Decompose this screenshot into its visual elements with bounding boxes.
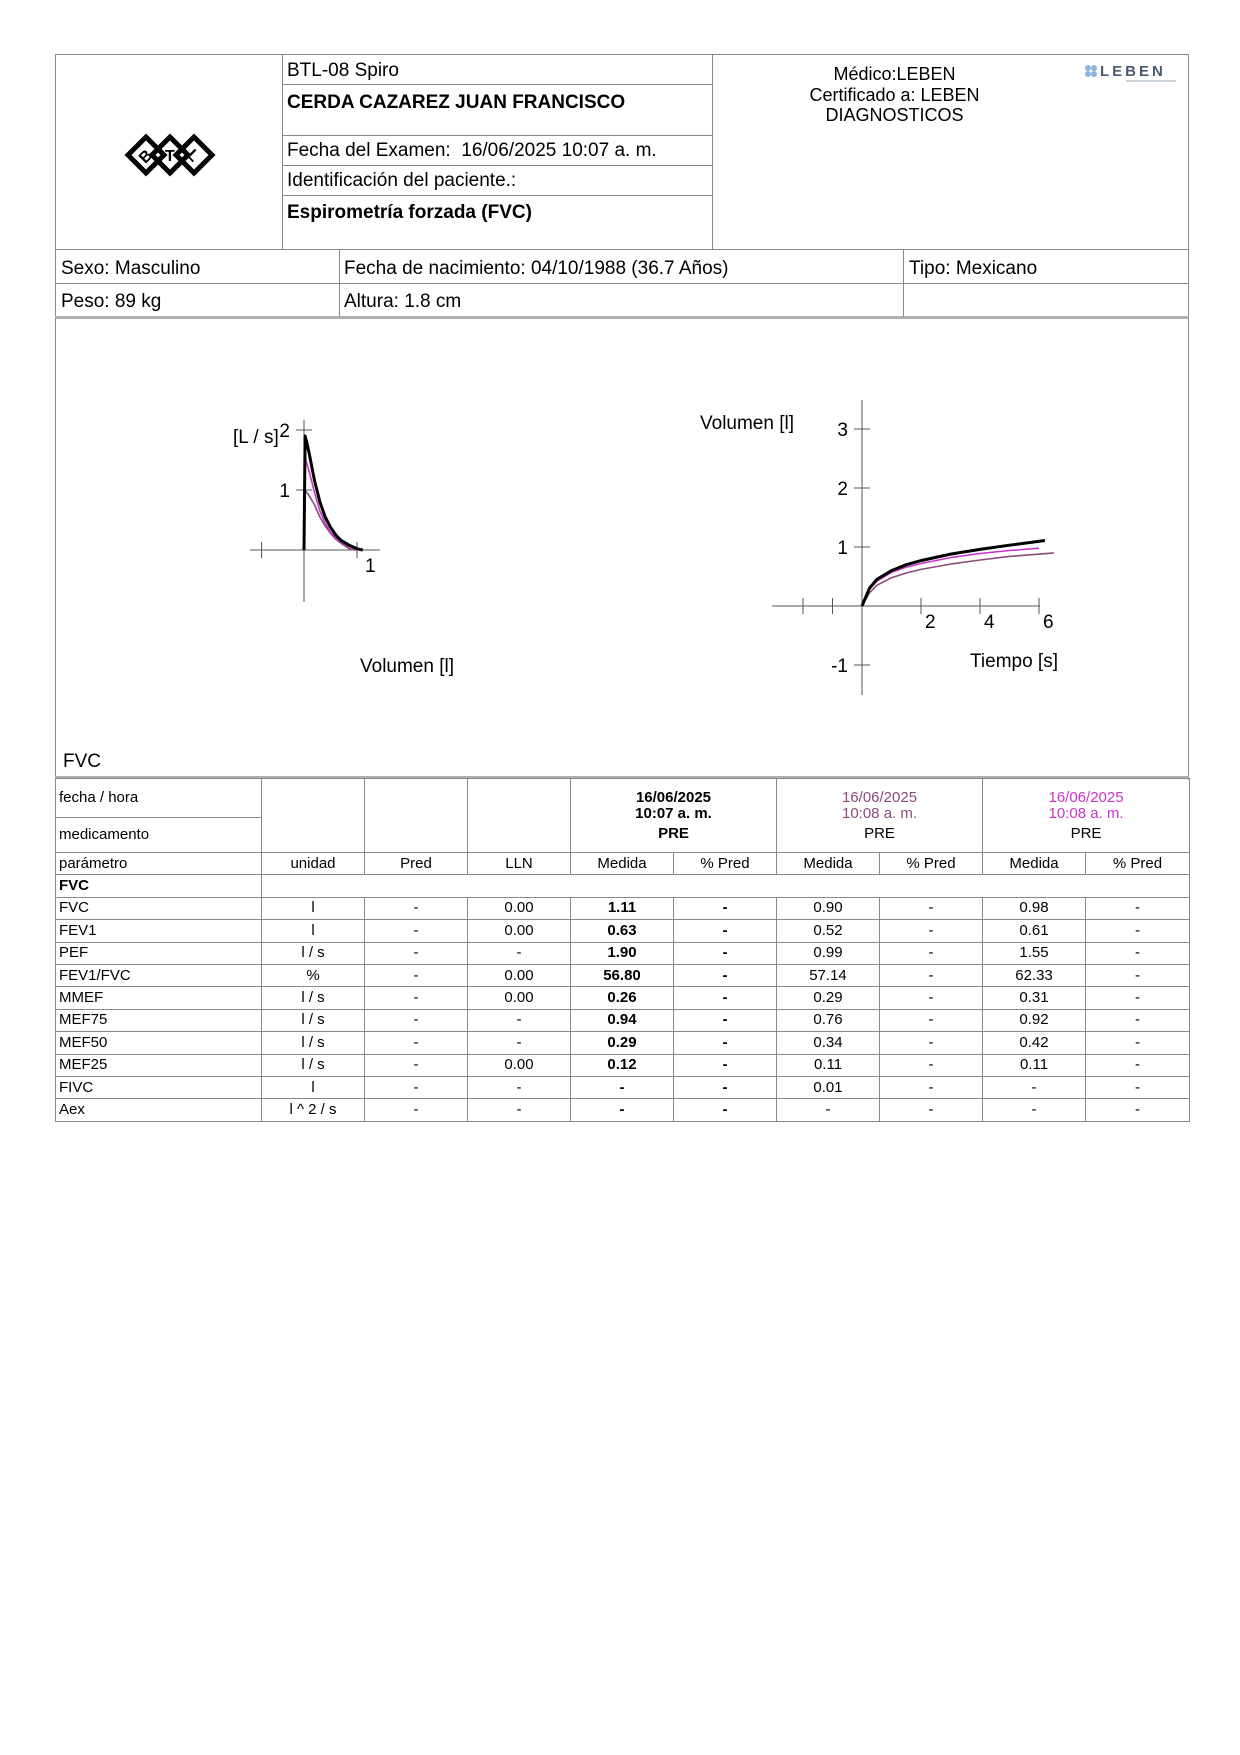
table-cell: - xyxy=(880,1076,983,1098)
header-blank xyxy=(262,779,365,853)
group-row xyxy=(56,875,1190,897)
x-axis-title: Volumen [l] xyxy=(360,656,454,677)
leben-logo-text: LEBEN xyxy=(1100,63,1166,80)
table-cell: - xyxy=(777,1099,880,1121)
session-header xyxy=(983,779,1190,853)
parameter-name: FEV1/FVC xyxy=(56,964,262,986)
y-axis-title: Volumen [l] xyxy=(700,413,794,434)
x-tick-label: 2 xyxy=(925,612,936,633)
table-cell: - xyxy=(880,987,983,1009)
table-cell: l / s xyxy=(262,942,365,964)
table-cell: 0.00 xyxy=(468,987,571,1009)
column-header: Medida xyxy=(983,853,1086,875)
parameter-name: Aex xyxy=(56,1099,262,1121)
table-cell: - xyxy=(674,1099,777,1121)
table-cell: l / s xyxy=(262,1032,365,1054)
exam-date xyxy=(287,140,657,162)
table-cell: - xyxy=(674,942,777,964)
session-date: 16/06/2025 xyxy=(635,788,712,806)
table-cell: - xyxy=(365,1099,468,1121)
parameter-name: MEF75 xyxy=(56,1009,262,1031)
table-cell: - xyxy=(880,920,983,942)
column-header: Medida xyxy=(777,853,880,875)
table-cell: - xyxy=(674,1054,777,1076)
table-cell: - xyxy=(674,1076,777,1098)
table-cell: 57.14 xyxy=(777,964,880,986)
session-medication: PRE xyxy=(1070,824,1102,842)
table-cell: - xyxy=(365,942,468,964)
leben-logo xyxy=(1080,60,1180,86)
table-cell: 0.11 xyxy=(777,1054,880,1076)
table-cell: - xyxy=(1086,1054,1190,1076)
table-cell: - xyxy=(365,1076,468,1098)
header-blank xyxy=(365,779,468,853)
table-cell: 0.12 xyxy=(571,1054,674,1076)
volume-time-chart xyxy=(690,385,1090,705)
table-cell: - xyxy=(674,1032,777,1054)
table-cell: - xyxy=(468,1076,571,1098)
group-label: FVC xyxy=(56,875,262,897)
session-medication: PRE xyxy=(658,824,689,842)
table-cell: - xyxy=(880,1009,983,1031)
table-row xyxy=(56,1009,1190,1031)
table-cell: 0.99 xyxy=(777,942,880,964)
table-cell: l ^ 2 / s xyxy=(262,1099,365,1121)
column-header: unidad xyxy=(262,853,365,875)
parameter-name: FEV1 xyxy=(56,920,262,942)
table-cell: 0.01 xyxy=(777,1076,880,1098)
table-row xyxy=(56,987,1190,1009)
certified-line-2: DIAGNOSTICOS xyxy=(825,105,964,125)
table-cell: - xyxy=(468,942,571,964)
session-date: 16/06/2025 xyxy=(1048,788,1124,806)
table-cell: 0.00 xyxy=(468,1054,571,1076)
table-cell: - xyxy=(571,1076,674,1098)
table-row xyxy=(56,942,1190,964)
patient-sex: Sexo: Masculino xyxy=(61,258,201,279)
patient-type: Tipo: Mexicano xyxy=(909,258,1038,279)
device-name: BTL-08 Spiro xyxy=(287,60,399,81)
exam-date-value: 16/06/2025 10:07 a. m. xyxy=(461,140,657,161)
y-tick-label: -1 xyxy=(831,656,848,677)
table-cell: - xyxy=(880,1099,983,1121)
table-cell: 0.42 xyxy=(983,1032,1086,1054)
table-cell: 0.90 xyxy=(777,897,880,919)
doctor-name: Médico:LEBEN xyxy=(833,64,956,84)
table-cell: 0.31 xyxy=(983,987,1086,1009)
patient-id-label: Identificación del paciente.: xyxy=(287,170,517,191)
table-cell: 0.92 xyxy=(983,1009,1086,1031)
table-cell: 0.52 xyxy=(777,920,880,942)
parameter-name: MMEF xyxy=(56,987,262,1009)
table-cell: - xyxy=(880,1054,983,1076)
table-cell: - xyxy=(983,1076,1086,1098)
table-cell: - xyxy=(1086,942,1190,964)
table-cell: - xyxy=(1086,1032,1190,1054)
test-type: Espirometría forzada (FVC) xyxy=(287,202,532,223)
table-cell: l xyxy=(262,897,365,919)
fecha-label: fecha / hora xyxy=(56,779,262,818)
table-cell: - xyxy=(674,964,777,986)
table-cell: - xyxy=(365,1009,468,1031)
table-row xyxy=(56,920,1190,942)
table-row xyxy=(56,1076,1190,1098)
svg-text:B: B xyxy=(136,146,157,168)
table-row xyxy=(56,1099,1190,1121)
table-cell: 0.26 xyxy=(571,987,674,1009)
table-cell: - xyxy=(674,920,777,942)
table-cell: - xyxy=(674,1009,777,1031)
table-cell: 0.94 xyxy=(571,1009,674,1031)
session-time: 10:08 a. m. xyxy=(841,804,918,822)
svg-text:L: L xyxy=(183,146,203,166)
table-row xyxy=(56,1054,1190,1076)
table-cell: - xyxy=(365,964,468,986)
table-row xyxy=(56,964,1190,986)
column-header: Medida xyxy=(571,853,674,875)
table-cell: - xyxy=(365,920,468,942)
column-header: parámetro xyxy=(56,853,262,875)
table-row xyxy=(56,897,1190,919)
table-cell: - xyxy=(880,1032,983,1054)
table-cell: - xyxy=(880,964,983,986)
table-cell: - xyxy=(468,1009,571,1031)
table-cell: l / s xyxy=(262,1009,365,1031)
session-header xyxy=(571,779,777,853)
table-cell: 0.98 xyxy=(983,897,1086,919)
y-tick-label: 3 xyxy=(837,420,848,441)
table-cell: - xyxy=(365,1032,468,1054)
table-cell: 0.63 xyxy=(571,920,674,942)
session-medication: PRE xyxy=(864,824,895,842)
column-header: Pred xyxy=(365,853,468,875)
table-cell: - xyxy=(365,1054,468,1076)
certified-line-1: Certificado a: LEBEN xyxy=(809,85,980,105)
parameter-name: MEF25 xyxy=(56,1054,262,1076)
table-cell: 0.29 xyxy=(571,1032,674,1054)
table-cell: 1.11 xyxy=(571,897,674,919)
table-cell: 1.55 xyxy=(983,942,1086,964)
table-cell: 0.76 xyxy=(777,1009,880,1031)
table-cell: 56.80 xyxy=(571,964,674,986)
parameters-table xyxy=(55,778,1190,1122)
column-header-row xyxy=(56,853,1190,875)
svg-text:T: T xyxy=(165,148,175,165)
column-header: LLN xyxy=(468,853,571,875)
table-header-row xyxy=(56,779,1190,818)
table-cell: - xyxy=(1086,964,1190,986)
table-cell: - xyxy=(880,897,983,919)
table-cell: 0.29 xyxy=(777,987,880,1009)
series-line xyxy=(862,553,1054,606)
table-cell: 0.00 xyxy=(468,897,571,919)
patient-height: Altura: 1.8 cm xyxy=(344,291,462,312)
table-cell: 0.11 xyxy=(983,1054,1086,1076)
group-blank xyxy=(262,875,1190,897)
y-axis-title: [L / s] xyxy=(233,427,279,448)
patient-dob: Fecha de nacimiento: 04/10/1988 (36.7 Años) xyxy=(344,258,729,279)
table-cell: - xyxy=(880,942,983,964)
x-axis-title: Tiempo [s] xyxy=(970,651,1058,672)
table-cell: - xyxy=(1086,897,1190,919)
table-cell: - xyxy=(674,897,777,919)
table-cell: 0.00 xyxy=(468,964,571,986)
y-tick-label: 2 xyxy=(279,421,290,442)
table-cell: - xyxy=(365,897,468,919)
session-date: 16/06/2025 xyxy=(841,788,918,806)
table-cell: 0.34 xyxy=(777,1032,880,1054)
table-cell: - xyxy=(674,987,777,1009)
table-cell: 62.33 xyxy=(983,964,1086,986)
table-cell: - xyxy=(468,1099,571,1121)
table-cell: - xyxy=(1086,1099,1190,1121)
table-cell: - xyxy=(1086,920,1190,942)
table-cell: - xyxy=(983,1099,1086,1121)
table-cell: - xyxy=(1086,987,1190,1009)
parameter-name: FIVC xyxy=(56,1076,262,1098)
column-header: % Pred xyxy=(674,853,777,875)
session-time: 10:07 a. m. xyxy=(635,804,712,822)
table-cell: - xyxy=(468,1032,571,1054)
session-time: 10:08 a. m. xyxy=(1048,804,1124,822)
session-header xyxy=(777,779,983,853)
patient-weight: Peso: 89 kg xyxy=(61,291,162,312)
btl-logo xyxy=(110,120,230,190)
parameter-name: PEF xyxy=(56,942,262,964)
series-line xyxy=(304,436,363,550)
column-header: % Pred xyxy=(1086,853,1190,875)
table-cell: 1.90 xyxy=(571,942,674,964)
table-cell: - xyxy=(571,1099,674,1121)
parameter-name: MEF50 xyxy=(56,1032,262,1054)
parameter-name: FVC xyxy=(56,897,262,919)
table-cell: - xyxy=(1086,1076,1190,1098)
table-cell: - xyxy=(365,987,468,1009)
fvc-section-label: FVC xyxy=(63,751,101,772)
table-cell: l xyxy=(262,1076,365,1098)
header-blank xyxy=(468,779,571,853)
x-tick-label: 4 xyxy=(984,612,995,633)
y-tick-label: 2 xyxy=(837,479,848,500)
x-tick-label: 6 xyxy=(1043,612,1054,633)
y-tick-label: 1 xyxy=(837,538,848,559)
y-tick-label: 1 xyxy=(279,481,290,502)
medicamento-label: medicamento xyxy=(56,818,262,853)
x-tick-label: 1 xyxy=(365,556,376,577)
flow-volume-chart xyxy=(200,420,500,680)
table-cell: l xyxy=(262,920,365,942)
table-cell: l / s xyxy=(262,987,365,1009)
column-header: % Pred xyxy=(880,853,983,875)
patient-name: CERDA CAZAREZ JUAN FRANCISCO xyxy=(287,92,626,113)
table-cell: 0.00 xyxy=(468,920,571,942)
table-row xyxy=(56,1032,1190,1054)
table-cell: l / s xyxy=(262,1054,365,1076)
table-cell: 0.61 xyxy=(983,920,1086,942)
table-cell: % xyxy=(262,964,365,986)
exam-date-label: Fecha del Examen: xyxy=(287,140,451,161)
table-cell: - xyxy=(1086,1009,1190,1031)
